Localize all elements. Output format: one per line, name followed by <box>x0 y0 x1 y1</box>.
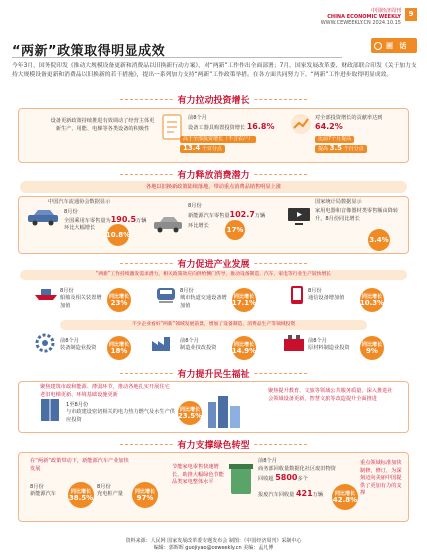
ship-growth-circle: 同比增长 23% <box>107 288 131 312</box>
nev-output-period: 8月份 <box>30 484 44 490</box>
charger-growth-circle: 同比增长 97% <box>132 482 158 508</box>
ev-icon <box>152 214 184 234</box>
consumption-band: 各地以旧换新政策陆续落地，带动重点消费品销售明显上涨 <box>20 181 407 193</box>
green-right-text: 重点领域标准加快制修，修订，为深刻迈向美丽中国提供了更加有力的支撑 <box>360 460 402 496</box>
section-badge <box>371 38 417 53</box>
badge-icon <box>374 42 382 50</box>
materials-icon <box>282 333 306 353</box>
nev-period: 8月份 <box>188 203 202 209</box>
investment-growth: 设备工器具购置投资增长 16.8% <box>188 122 275 131</box>
investment-period: 前8个月 <box>188 115 207 121</box>
contribution-compare-value: 提高 3.5 个百分点 <box>315 145 367 153</box>
equipment-growth-circle: 同比增长 18% <box>107 336 131 360</box>
factory-icon <box>150 333 176 353</box>
investment-compare: 高于全部投资增长（不含农户） <box>180 136 256 143</box>
nev-output-circle: 同比增长 38.5% <box>68 482 94 508</box>
nev-sales: 新能源汽车零售量102.7万辆 <box>188 210 266 219</box>
charger-label: 充电桩产量 <box>97 491 123 497</box>
train-icon <box>155 287 177 303</box>
tv-icon <box>287 207 311 225</box>
livelihood-period: 1至8月份 <box>66 402 89 408</box>
contribution-rate: 对全部投资增长的贡献率达到 64.2% <box>315 115 383 131</box>
nev-output-label: 新能源汽车 <box>30 491 56 497</box>
rail-growth-circle: 同比增长 17.1% <box>232 288 256 312</box>
intro-text: 今年3月，国务院印发《推动大规模设备更新和消费品以旧换新行动方案》，对“两新”工作作出全面部署；7月，国家发展改革委、财政部联合印发《关于加力支持大规模设备更新和消费品以旧换新的若干措施》，提出一系列加力支持“两新”工作政策举措。在各方面共同努力下，“两新”工作进步取得明显成效。 <box>12 63 417 78</box>
section-heading-5: 有力支撑绿色转型 <box>0 438 427 451</box>
livelihood-growth-circle: 同比增长 23.5% <box>178 401 202 425</box>
section-heading-4: 有力提升民生福祉 <box>0 367 427 380</box>
nev-mom-label: 环比增长 <box>188 223 209 229</box>
industry-band-1: “两新”工作持续激发需求潜力，相关政策效应向供给侧门传导，推动设备制造、汽车、家电等行业生产较快增长 <box>20 270 407 280</box>
stat-source: 国家统计局数据显示 <box>315 199 362 205</box>
telecom-growth-circle: 同比增长 10.3% <box>360 288 384 312</box>
car-growth-circle: 10.8% <box>107 224 129 246</box>
footer-credits: 编辑：郭晖晖 guojiyao@ceweekly.cn 美编：孟凡博 <box>153 545 274 551</box>
recycle-icon <box>228 462 254 496</box>
elevator-icon <box>40 398 60 422</box>
section-label: 画 话 <box>386 41 409 50</box>
footer-source: 资料来源：人民网 国家发展改革委专题发布会 制图：《中国经济周刊》采制中心 <box>125 538 302 544</box>
publication-name: 中国经济周刊 <box>370 8 401 14</box>
recycle-period: 前8个月 <box>258 458 277 464</box>
appliance-growth-circle: 3.4% <box>368 229 390 251</box>
scrap-car: 报废汽车回收量 421万辆 <box>258 489 324 498</box>
charger-period: 8月份 <box>97 484 111 490</box>
car-source: 中国汽车流通协会数据显示 <box>48 199 111 205</box>
techupgrade-growth-circle: 同比增长 14.9% <box>232 336 256 360</box>
materials-growth-circle: 同比增长 9% <box>360 336 384 360</box>
car-sales: 全国乘用车零售量为190.5万辆 <box>64 215 147 224</box>
industry-band-2: 不少企业看好“两新”领域发展前景，增加了设备制造、消费品生产等领域投资 <box>60 320 367 330</box>
page-number: 9 <box>405 8 417 21</box>
car-mom-label: 环比大幅增长 <box>64 225 96 231</box>
appliance-sales: 家用电器和音像器材类零售额由降转升，8月份同比增长 <box>315 208 399 222</box>
scrap-car-growth-circle: 同比增长 42.8% <box>332 484 358 510</box>
ship-icon <box>33 285 59 301</box>
footer <box>0 538 427 552</box>
city-icon <box>205 392 245 430</box>
chart-up-icon <box>290 113 312 135</box>
appliance-green-text: 节能家电零售快速增长，助推大幅绿色节能品类家电整体水平 <box>172 464 224 485</box>
recycle-network: 商务部回收量数据化社区废旧物资回收超 5800多个 <box>258 466 336 482</box>
page-title: “两新”政策取得明显成效 <box>12 44 166 59</box>
gear-icon <box>33 333 57 353</box>
section-heading-3: 有力促进产业发展 <box>0 257 427 270</box>
publication-url: WWW.CEWEEKLY.CN 2024.10.15 <box>320 20 401 26</box>
livelihood-left: 聚焦建筑市政和能源、薄弱环节，推动各地扎实开展住宅老旧电梯更新、环境基础设施更新 <box>40 384 170 398</box>
masthead <box>321 8 417 26</box>
livelihood-right: 聚焦提升教育、文旅等领域公共服务质量，深入推进社会领域设备更新，智慧文旅等改造提升全面推进 <box>268 388 393 402</box>
publication-info <box>321 8 401 26</box>
livelihood-investment: 与市政建设密切相关的电力热力燃气及水生产供应投资 <box>66 409 175 423</box>
green-left-text: 在“两新”政策带动下，新能源汽车产业加快发展 <box>30 458 129 472</box>
investment-left-text: 设备更新政策持续推进有效调动了经营主体更新生产、用能、电梯等各类设备的积极性 <box>50 118 155 132</box>
investment-compare-value: 13.4 个百分点 <box>180 145 225 153</box>
nev-growth-circle: 17% <box>225 220 245 240</box>
publication-en: CHINA ECONOMIC WEEKLY <box>327 14 401 20</box>
car-icon <box>26 208 60 226</box>
section-heading-2: 有力释放消费潜力 <box>0 168 427 181</box>
section-heading-1: 有力拉动投资增长 <box>0 93 427 106</box>
car-period: 8月份 <box>64 209 78 215</box>
contribution-compare: 比前7个月提高 <box>315 136 354 143</box>
title-divider <box>12 57 342 58</box>
phone-icon <box>290 285 304 305</box>
